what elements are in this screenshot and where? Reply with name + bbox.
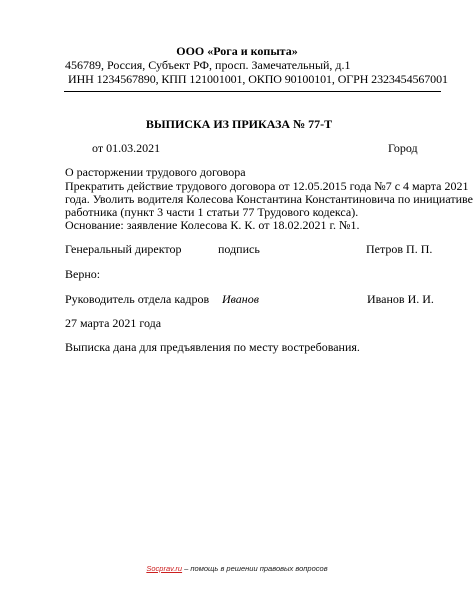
body-line: работника (пункт 3 части 1 статьи 77 Трудового кодекса). (65, 205, 359, 219)
verified-date: 27 марта 2021 года (65, 316, 162, 330)
footer-link[interactable]: Socprav.ru (146, 564, 183, 573)
document-date: от 01.03.2021 (92, 141, 161, 155)
document-city: Город (388, 141, 418, 155)
document-title: ВЫПИСКА ИЗ ПРИКАЗА № 77-Т (145, 117, 333, 131)
document-basis: Основание: заявление Колесова К. К. от 18.02.2021 г. №1. (65, 218, 360, 232)
body-line: года. Уволить водителя Колесова Константина Константиновича по инициативе (65, 192, 473, 206)
hr-signature: Иванов (222, 292, 259, 306)
hr-position: Руководитель отдела кадров (65, 292, 210, 306)
hr-name: Иванов И. И. (367, 292, 434, 306)
company-requisites: ИНН 1234567890, КПП 121001001, ОКПО 90100101, ОГРН 2323454567001 (68, 72, 448, 86)
issuance-note: Выписка дана для предъявления по месту востребования. (65, 340, 360, 354)
director-position: Генеральный директор (65, 242, 182, 256)
header-divider (64, 91, 441, 92)
director-signature: подпись (218, 242, 260, 256)
footer (0, 564, 474, 573)
footer-tagline: – помощь в решении правовых вопросов (182, 564, 328, 573)
body-line: Прекратить действие трудового договора от 12.05.2015 года №7 с 4 марта 2021 (65, 179, 469, 193)
company-name: ООО «Рога и копыта» (176, 44, 298, 58)
document-subject: О расторжении трудового договора (65, 165, 246, 179)
director-name: Петров П. П. (366, 242, 433, 256)
verified-label: Верно: (65, 267, 101, 281)
company-address: 456789, Россия, Субъект РФ, просп. Замечательный, д.1 (65, 58, 351, 72)
